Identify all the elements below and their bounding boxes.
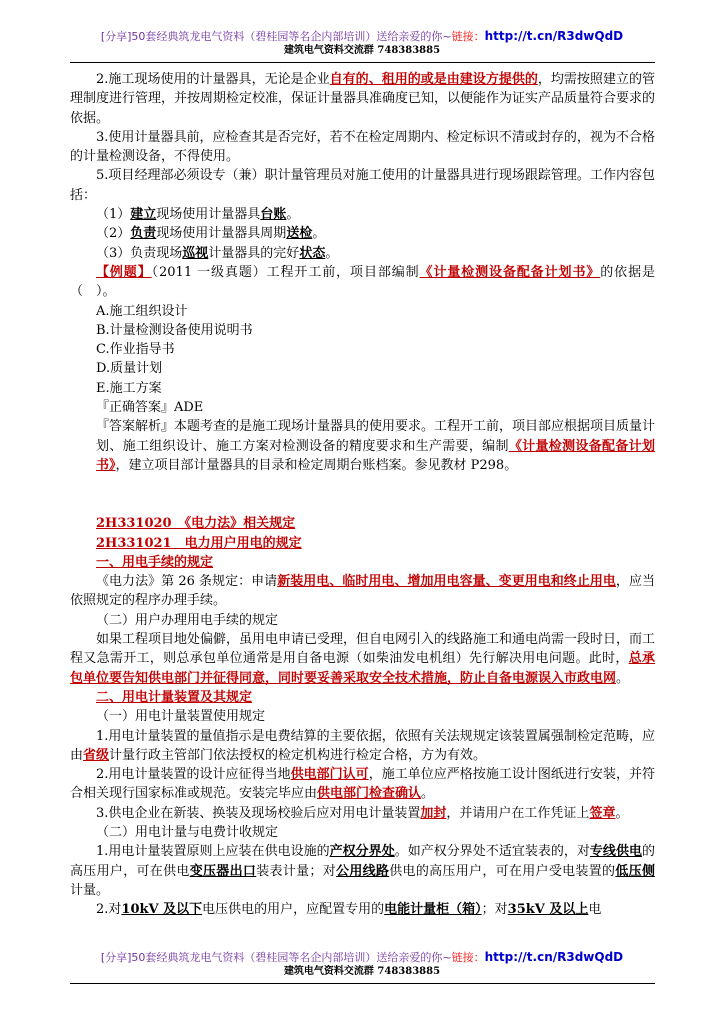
footer-url-link[interactable]: http://t.cn/R3dwQdD — [484, 950, 624, 964]
section-heading-2h331020: 2H331020 《电力法》相关规定 — [96, 516, 296, 532]
subheading-billing-rules: （二）用电计量与电费计收规定 — [96, 824, 279, 840]
page-header — [0, 29, 724, 58]
option-d: D.质量计划 — [96, 361, 163, 377]
paragraph-billing-1: 1.用电计量装置原则上应装在供电设施的产权分界处。如产权分界处不适宜装表的，对专线供电的高压用户，可在供电变压器出口装表计量；对公用线路供电的高压用户，可在用户受电装置的低压侧计量。 — [70, 844, 655, 898]
duty-item-2: （2）负责现场使用计量器具周期送检。 — [96, 226, 326, 242]
header-link-label: 链接： — [451, 30, 485, 43]
option-b: B.计量检测设备使用说明书 — [96, 322, 253, 338]
paragraph-metering-2: 2.用电计量装置的设计应征得当地供电部门认可，施工单位应严格按施工设计图纸进行安装，并符合相关现行国家标准或规范。安装完毕应由供电部门检查确认。 — [70, 767, 655, 802]
page-footer — [0, 950, 724, 979]
subheading-metering-rules: （一）用电计量装置使用规定 — [96, 709, 266, 725]
correct-answer: 『正确答案』ADE — [96, 400, 204, 416]
paragraph-electricity-law: 《电力法》第 26 条规定：申请新装用电、临时用电、增加用电容量、变更用电和终止用电，应当依照规定的程序办理手续。 — [70, 574, 655, 609]
section-heading-2h331021: 2H331021 电力用户用电的规定 — [96, 535, 302, 551]
footer-group-text: 建筑电气资料交流群 748383885 — [283, 966, 441, 977]
duty-item-1: （1）建立现场使用计量器具台账。 — [96, 207, 300, 223]
example-tag: 【例题】 — [96, 264, 152, 280]
paragraph-billing-2: 2.对10kV 及以下电压供电的用户，应配置专用的电能计量柜（箱）；对35kV 及以上电 — [96, 902, 602, 918]
paragraph-2: 2.施工现场使用的计量器具，无论是企业自有的、租用的或是由建设方提供的，均需按照建立的管理制度进行管理，并按周期检定校准，保证计量器具准确度已知，以便能作为证实产品质量符合要求的依据。 — [70, 72, 656, 126]
heading-metering-devices: 二、用电计量装置及其规定 — [96, 689, 253, 705]
header-share-text: [分享]50套经典筑龙电气资料（碧桂园等名企内部培训）送给亲爱的你~ — [100, 30, 452, 43]
paragraph-metering-3: 3.供电企业在新装、换装及现场校验后应对用电计量装置加封，并请用户在工作凭证上签章。 — [96, 805, 629, 821]
answer-analysis: 『答案解析』本题考查的是施工现场计量器具的使用要求。工程开工前，项目部应根据项目质量计划、施工组织设计、施工方案对检测设备的精度要求和生产需要，编制《计量检测设备配备计划书》，建立项目部计量器具的目录和检定周期台账档案。参见教材 P298。 — [96, 419, 656, 473]
header-divider — [70, 62, 655, 63]
section-gap — [70, 475, 655, 514]
paragraph-metering-1: 1.用电计量装置的量值指示是电费结算的主要依据，依照有关法规规定该装置属强制检定范畴，应由省级计量行政主管部门依法授权的检定机构进行检定合格，方为有效。 — [70, 728, 655, 763]
document-body — [70, 70, 655, 919]
heading-usage-procedures: 一、用电手续的规定 — [96, 554, 214, 570]
footer-link-label: 链接： — [451, 951, 485, 964]
option-c: C.作业指导书 — [96, 342, 175, 358]
footer-share-text: [分享]50套经典筑龙电气资料（碧桂园等名企内部培训）送给亲爱的你~ — [100, 951, 452, 964]
paragraph-self-power: 如果工程项目地处偏僻，虽用电申请已受理，但自电网引入的线路施工和通电尚需一段时日，而工程又急需开工，则总承包单位通常是用自备电源（如柴油发电机组）先行解决用电问题。此时，总承包单位要告知供电部门并征得同意，同时要妥善采取安全技术措施，防止自备电源误入市政电网。 — [70, 632, 656, 686]
footer-share-line — [0, 950, 724, 965]
footer-divider — [70, 983, 655, 984]
header-share-line — [0, 29, 724, 44]
option-a: A.施工组织设计 — [96, 303, 188, 319]
header-url-link[interactable]: http://t.cn/R3dwQdD — [484, 29, 624, 43]
example-question: 【例题】（2011 一级真题）工程开工前，项目部编制《计量检测设备配备计划书》的依据是（ ）。 — [70, 264, 655, 300]
option-e: E.施工方案 — [96, 380, 162, 396]
duty-item-3: （3）负责现场巡视计量器具的完好状态。 — [96, 245, 339, 261]
paragraph-5: 5.项目经理部必须设专（兼）职计量管理员对施工使用的计量器具进行现场跟踪管理。工作内容包括： — [70, 168, 655, 203]
header-group-text: 建筑电气资料交流群 748383885 — [283, 45, 441, 56]
paragraph-3: 3.使用计量器具前，应检查其是否完好，若不在检定周期内、检定标识不清或封存的，视为不合格的计量检测设备，不得使用。 — [70, 129, 655, 165]
subheading-user-procedures: （二）用户办理用电手续的规定 — [96, 612, 279, 628]
